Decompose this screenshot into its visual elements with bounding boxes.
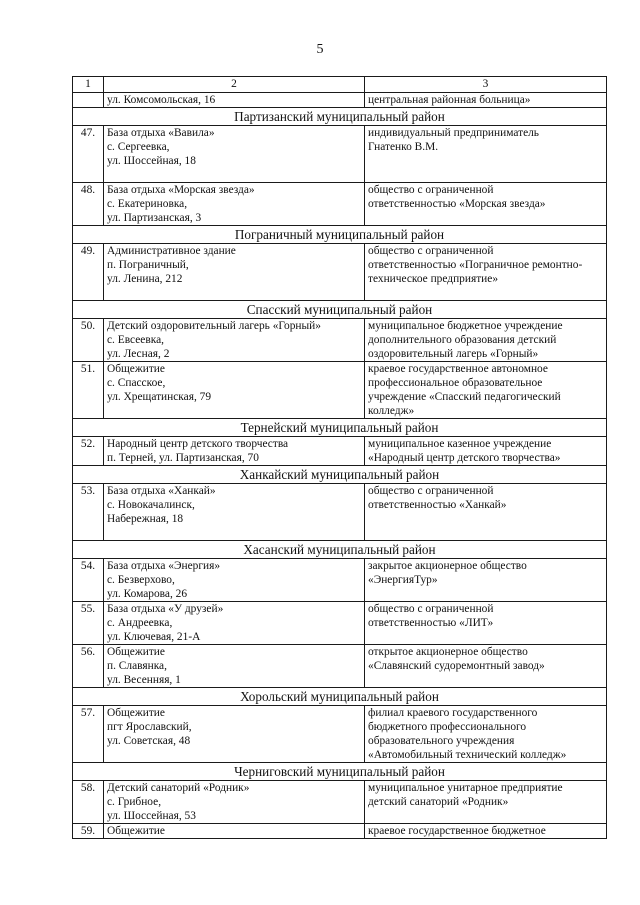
owner-cell [365, 126, 607, 183]
continuation-row [73, 93, 607, 108]
object-line: с. Андреевка, [107, 617, 173, 629]
owner-line: колледж» [368, 405, 415, 417]
object-line: Общежитие [107, 363, 165, 375]
row-number: 58. [73, 781, 104, 824]
blank-line [107, 168, 361, 182]
table-row [73, 602, 607, 645]
row-number: 55. [73, 602, 104, 645]
object-cell [104, 781, 365, 824]
region-row [73, 541, 607, 559]
owner-line: индивидуальный предприниматель [368, 127, 539, 139]
table-row [73, 559, 607, 602]
owner-cell [365, 319, 607, 362]
region-row [73, 763, 607, 781]
object-cell [104, 824, 365, 839]
region-row [73, 419, 607, 437]
owner-line: ответственностью «Пограничное ремонтно- [368, 259, 583, 271]
owner-line: дополнительного образования детский [368, 334, 557, 346]
region-title: Спасский муниципальный район [73, 301, 607, 319]
owner-line: общество с ограниченной [368, 245, 494, 257]
region-title: Хасанский муниципальный район [73, 541, 607, 559]
object-line: с. Безверхово, [107, 574, 175, 586]
region-row [73, 301, 607, 319]
object-line: Народный центр детского творчества [107, 438, 289, 450]
owner-cell [365, 362, 607, 419]
owner-line: «Автомобильный технический колледж» [368, 749, 567, 761]
row-number: 50. [73, 319, 104, 362]
object-line: с. Спасское, [107, 377, 166, 389]
owner-cell [365, 484, 607, 541]
blank-line [107, 526, 361, 540]
object-line: Набережная, 18 [107, 513, 184, 525]
object-cell [104, 437, 365, 466]
row-number: 49. [73, 244, 104, 301]
object-line: База отдыха «Морская звезда» [107, 184, 255, 196]
object-line: База отдыха «У друзей» [107, 603, 224, 615]
object-line: Детский санаторий «Родник» [107, 782, 250, 794]
object-line: ул. Партизанская, 3 [107, 212, 202, 224]
owner-line: муниципальное унитарное предприятие [368, 782, 563, 794]
object-cell [104, 183, 365, 226]
column-number-2: 2 [104, 77, 365, 93]
object-line: с. Грибное, [107, 796, 162, 808]
object-cell [104, 126, 365, 183]
owner-line: «Народный центр детского творчества» [368, 452, 561, 464]
object-line: с. Новокачалинск, [107, 499, 195, 511]
object-line: с. Сергеевка, [107, 141, 170, 153]
object-line: ул. Шоссейная, 18 [107, 155, 196, 167]
object-line: Общежитие [107, 825, 165, 837]
object-cell [104, 645, 365, 688]
owner-cell [365, 645, 607, 688]
table-row [73, 362, 607, 419]
owner-line: детский санаторий «Родник» [368, 796, 509, 808]
row-number: 51. [73, 362, 104, 419]
owner-line: профессиональное образовательное [368, 377, 543, 389]
object-line: ул. Ленина, 212 [107, 273, 183, 285]
table-row [73, 781, 607, 824]
owner-line: техническое предприятие» [368, 273, 499, 285]
object-cell [104, 602, 365, 645]
table-row [73, 824, 607, 839]
object-line: ул. Шоссейная, 53 [107, 810, 196, 822]
registry-body [73, 77, 607, 839]
owner-line: образовательного учреждения [368, 735, 515, 747]
object-cell [104, 244, 365, 301]
owner-line: общество с ограниченной [368, 603, 494, 615]
region-title: Партизанский муниципальный район [73, 108, 607, 126]
table-row [73, 484, 607, 541]
region-title: Черниговский муниципальный район [73, 763, 607, 781]
table-row [73, 126, 607, 183]
owner-cell [365, 706, 607, 763]
blank-line [107, 286, 361, 300]
object-line: Общежитие [107, 646, 165, 658]
owner-line: «Славянский судоремонтный завод» [368, 660, 545, 672]
page-number: 5 [316, 42, 324, 57]
region-title: Хорольский муниципальный район [73, 688, 607, 706]
owner-cell [365, 824, 607, 839]
owner-line: муниципальное казенное учреждение [368, 438, 552, 450]
object-cell [104, 559, 365, 602]
object-line: Детский оздоровительный лагерь «Горный» [107, 320, 321, 332]
continuation-object: ул. Комсомольская, 16 [104, 93, 365, 108]
owner-line: открытое акционерное общество [368, 646, 528, 658]
table-row [73, 244, 607, 301]
object-line: ул. Ключевая, 21-А [107, 631, 201, 643]
table-row [73, 319, 607, 362]
owner-cell [365, 559, 607, 602]
owner-cell [365, 183, 607, 226]
table-row [73, 645, 607, 688]
registry-table [72, 76, 607, 839]
owner-line: Гнатенко В.М. [368, 141, 439, 153]
owner-cell [365, 781, 607, 824]
region-row [73, 466, 607, 484]
column-number-1: 1 [73, 77, 104, 93]
owner-cell [365, 244, 607, 301]
object-cell [104, 706, 365, 763]
owner-cell [365, 602, 607, 645]
owner-line: общество с ограниченной [368, 485, 494, 497]
owner-line: муниципальное бюджетное учреждение [368, 320, 563, 332]
owner-line: «ЭнергияТур» [368, 574, 438, 586]
owner-line: общество с ограниченной [368, 184, 494, 196]
object-line: ул. Весенняя, 1 [107, 674, 181, 686]
owner-line: ответственностью «ЛИТ» [368, 617, 494, 629]
object-line: База отдыха «Вавила» [107, 127, 215, 139]
object-line: ул. Советская, 48 [107, 735, 191, 747]
region-row [73, 108, 607, 126]
object-line: п. Пограничный, [107, 259, 189, 271]
owner-line: ответственностью «Ханкай» [368, 499, 507, 511]
row-number: 54. [73, 559, 104, 602]
table-row [73, 706, 607, 763]
object-line: п. Терней, ул. Партизанская, 70 [107, 452, 259, 464]
owner-line: оздоровительный лагерь «Горный» [368, 348, 539, 360]
region-title: Ханкайский муниципальный район [73, 466, 607, 484]
object-cell [104, 484, 365, 541]
table-row [73, 437, 607, 466]
object-line: Общежитие [107, 707, 165, 719]
object-line: База отдыха «Ханкай» [107, 485, 216, 497]
object-line: с. Екатериновка, [107, 198, 188, 210]
owner-line: краевое государственное бюджетное [368, 825, 546, 837]
owner-line: краевое государственное автономное [368, 363, 548, 375]
object-line: База отдыха «Энергия» [107, 560, 221, 572]
object-line: пгт Ярославский, [107, 721, 192, 733]
row-number: 57. [73, 706, 104, 763]
table-row [73, 183, 607, 226]
object-cell [104, 362, 365, 419]
object-line: ул. Комарова, 26 [107, 588, 188, 600]
column-number-row [73, 77, 607, 93]
object-cell [104, 319, 365, 362]
owner-line: учреждение «Спасский педагогический [368, 391, 561, 403]
row-number: 59. [73, 824, 104, 839]
region-row [73, 688, 607, 706]
row-number: 56. [73, 645, 104, 688]
owner-line: закрытое акционерное общество [368, 560, 527, 572]
owner-line: ответственностью «Морская звезда» [368, 198, 546, 210]
owner-line: филиал краевого государственного [368, 707, 538, 719]
row-number: 52. [73, 437, 104, 466]
object-line: Административное здание [107, 245, 236, 257]
row-number: 47. [73, 126, 104, 183]
object-line: п. Славянка, [107, 660, 167, 672]
row-number: 53. [73, 484, 104, 541]
region-title: Пограничный муниципальный район [73, 226, 607, 244]
owner-line: бюджетного профессионального [368, 721, 527, 733]
region-title: Тернейский муниципальный район [73, 419, 607, 437]
owner-cell [365, 437, 607, 466]
region-row [73, 226, 607, 244]
row-number: 48. [73, 183, 104, 226]
object-line: с. Евсеевка, [107, 334, 164, 346]
continuation-num-cell [73, 93, 104, 108]
object-line: ул. Хрещатинская, 79 [107, 391, 212, 403]
object-line: ул. Лесная, 2 [107, 348, 170, 360]
column-number-3: 3 [365, 77, 607, 93]
continuation-owner: центральная районная больница» [365, 93, 607, 108]
